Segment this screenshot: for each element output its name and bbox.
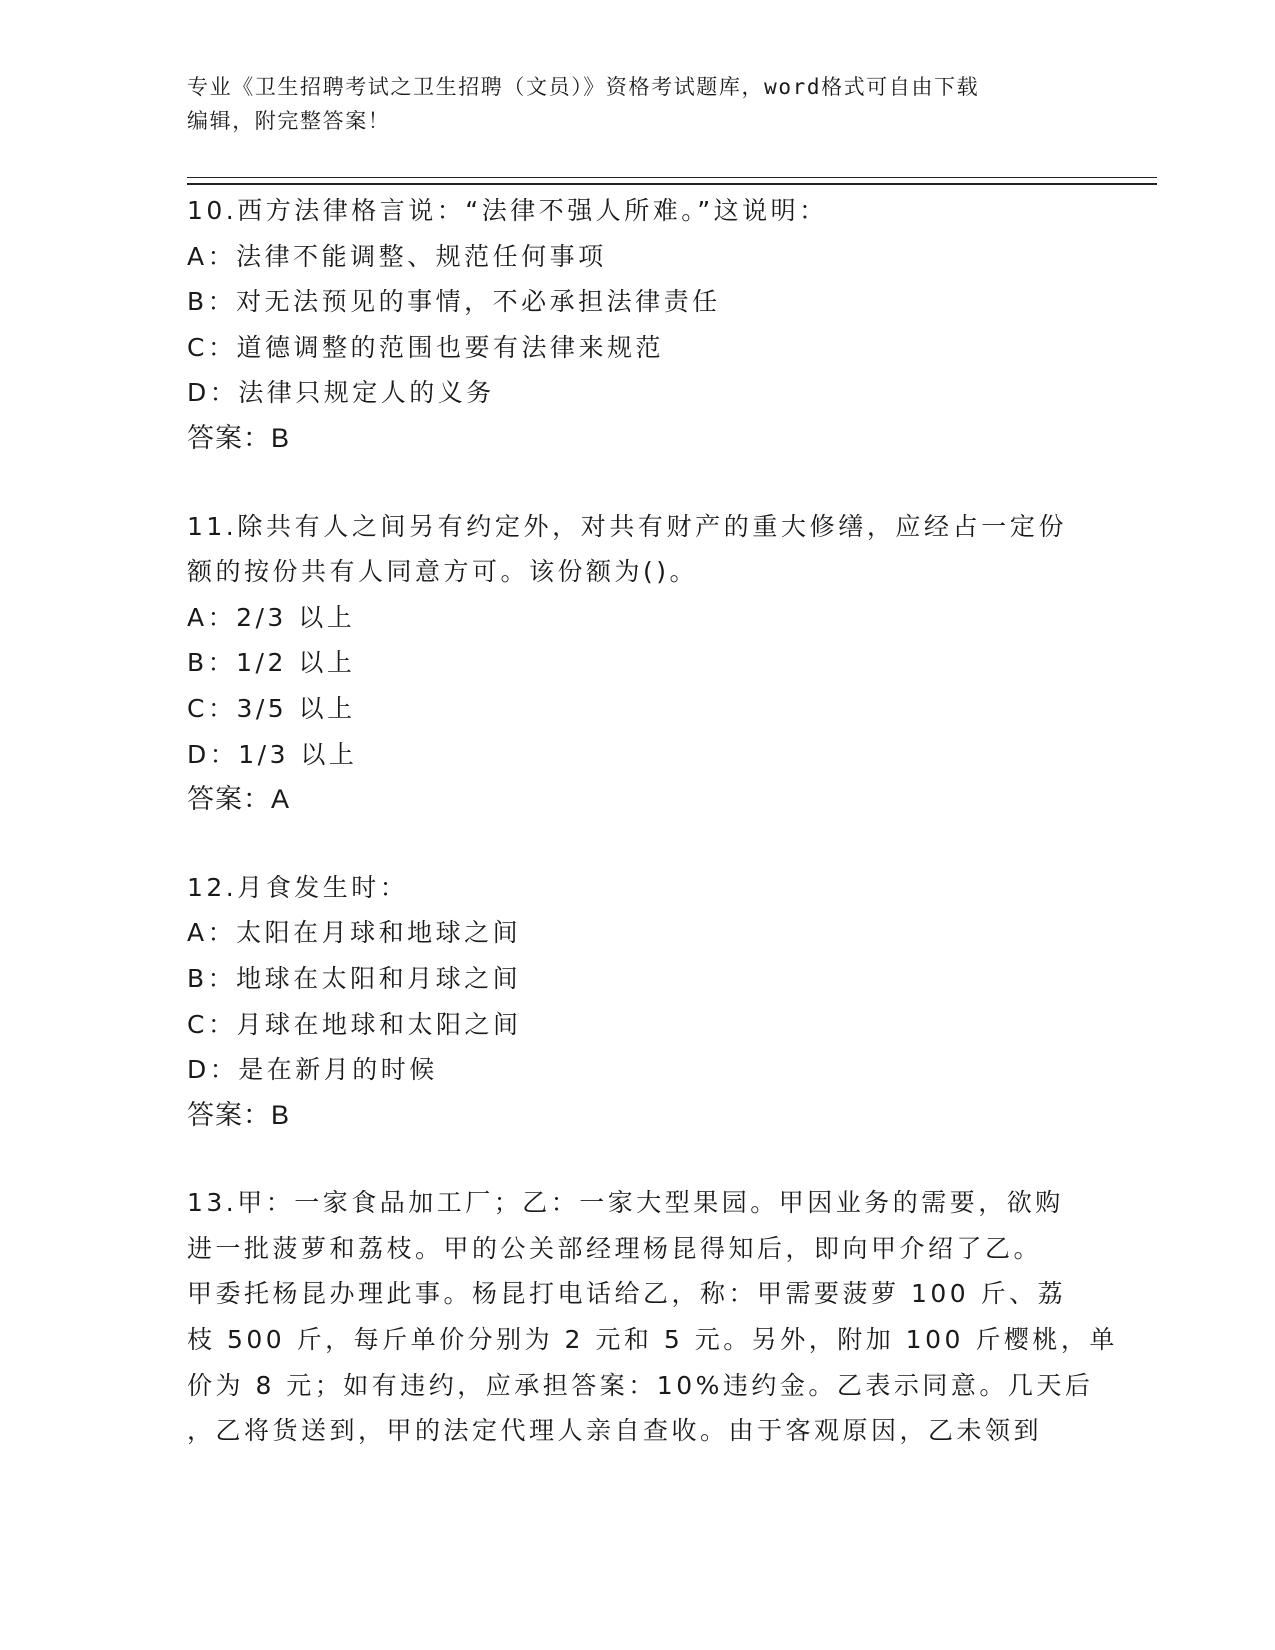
header-title [187,70,1067,138]
header-divider [187,177,1157,185]
option-b: B：地球在太阳和月球之间 [187,963,522,993]
question-stem-line: 甲委托杨昆办理此事。杨昆打电话给乙，称：甲需要菠萝 100 斤、荔 [187,1279,1067,1309]
option-a: A：法律不能调整、规范任何事项 [187,241,607,271]
answer-label: 答案：A [187,784,291,815]
question-13 [187,1180,1118,1454]
option-c: C：3/5 以上 [187,693,356,723]
question-11 [187,504,1087,823]
answer-label: 答案：B [187,422,291,453]
question-stem-line: 价为 8 元；如有违约，应承担答案：10%违约金。乙表示同意。几天后 [187,1370,1094,1400]
question-list [187,188,1118,1496]
option-b: B：对无法预见的事情，不必承担法律责任 [187,287,721,317]
question-stem-line: 13.甲：一家食品加工厂；乙：一家大型果园。甲因业务的需要，欲购 [187,1188,1064,1218]
option-a: A：2/3 以上 [187,602,356,632]
document-header [187,70,1157,138]
question-12 [187,865,1087,1139]
option-d: D：法律只规定人的义务 [187,378,495,408]
option-a: A：太阳在月球和地球之间 [187,918,522,948]
question-stem-line: 枝 500 斤，每斤单价分别为 2 元和 5 元。另外，附加 100 斤樱桃，单 [187,1325,1118,1355]
option-c: C：道德调整的范围也要有法律来规范 [187,332,664,362]
option-d: D：1/3 以上 [187,739,358,769]
question-10 [187,188,1087,462]
question-stem: 11.除共有人之间另有约定外，对共有财产的重大修缮，应经占一定份额的按份共有人同意方可。该份额为()。 [187,511,1067,587]
header-line-2: 编辑，附完整答案！ [187,109,391,133]
option-d: D：是在新月的时候 [187,1055,438,1085]
question-stem: 12.月食发生时： [187,872,409,902]
option-b: B：1/2 以上 [187,648,356,678]
question-stem-line: ，乙将货送到，甲的法定代理人亲自查收。由于客观原因，乙未领到 [187,1416,1043,1446]
question-stem-line: 进一批菠萝和荔枝。甲的公关部经理杨昆得知后，即向甲介绍了乙。 [187,1233,1043,1263]
header-line-1: 专业《卫生招聘考试之卫生招聘（文员）》资格考试题库，word格式可自由下载 [187,75,980,99]
answer-label: 答案：B [187,1099,291,1130]
option-c: C：月球在地球和太阳之间 [187,1009,522,1039]
question-stem: 10.西方法律格言说：“法律不强人所难。”这说明： [187,196,828,225]
